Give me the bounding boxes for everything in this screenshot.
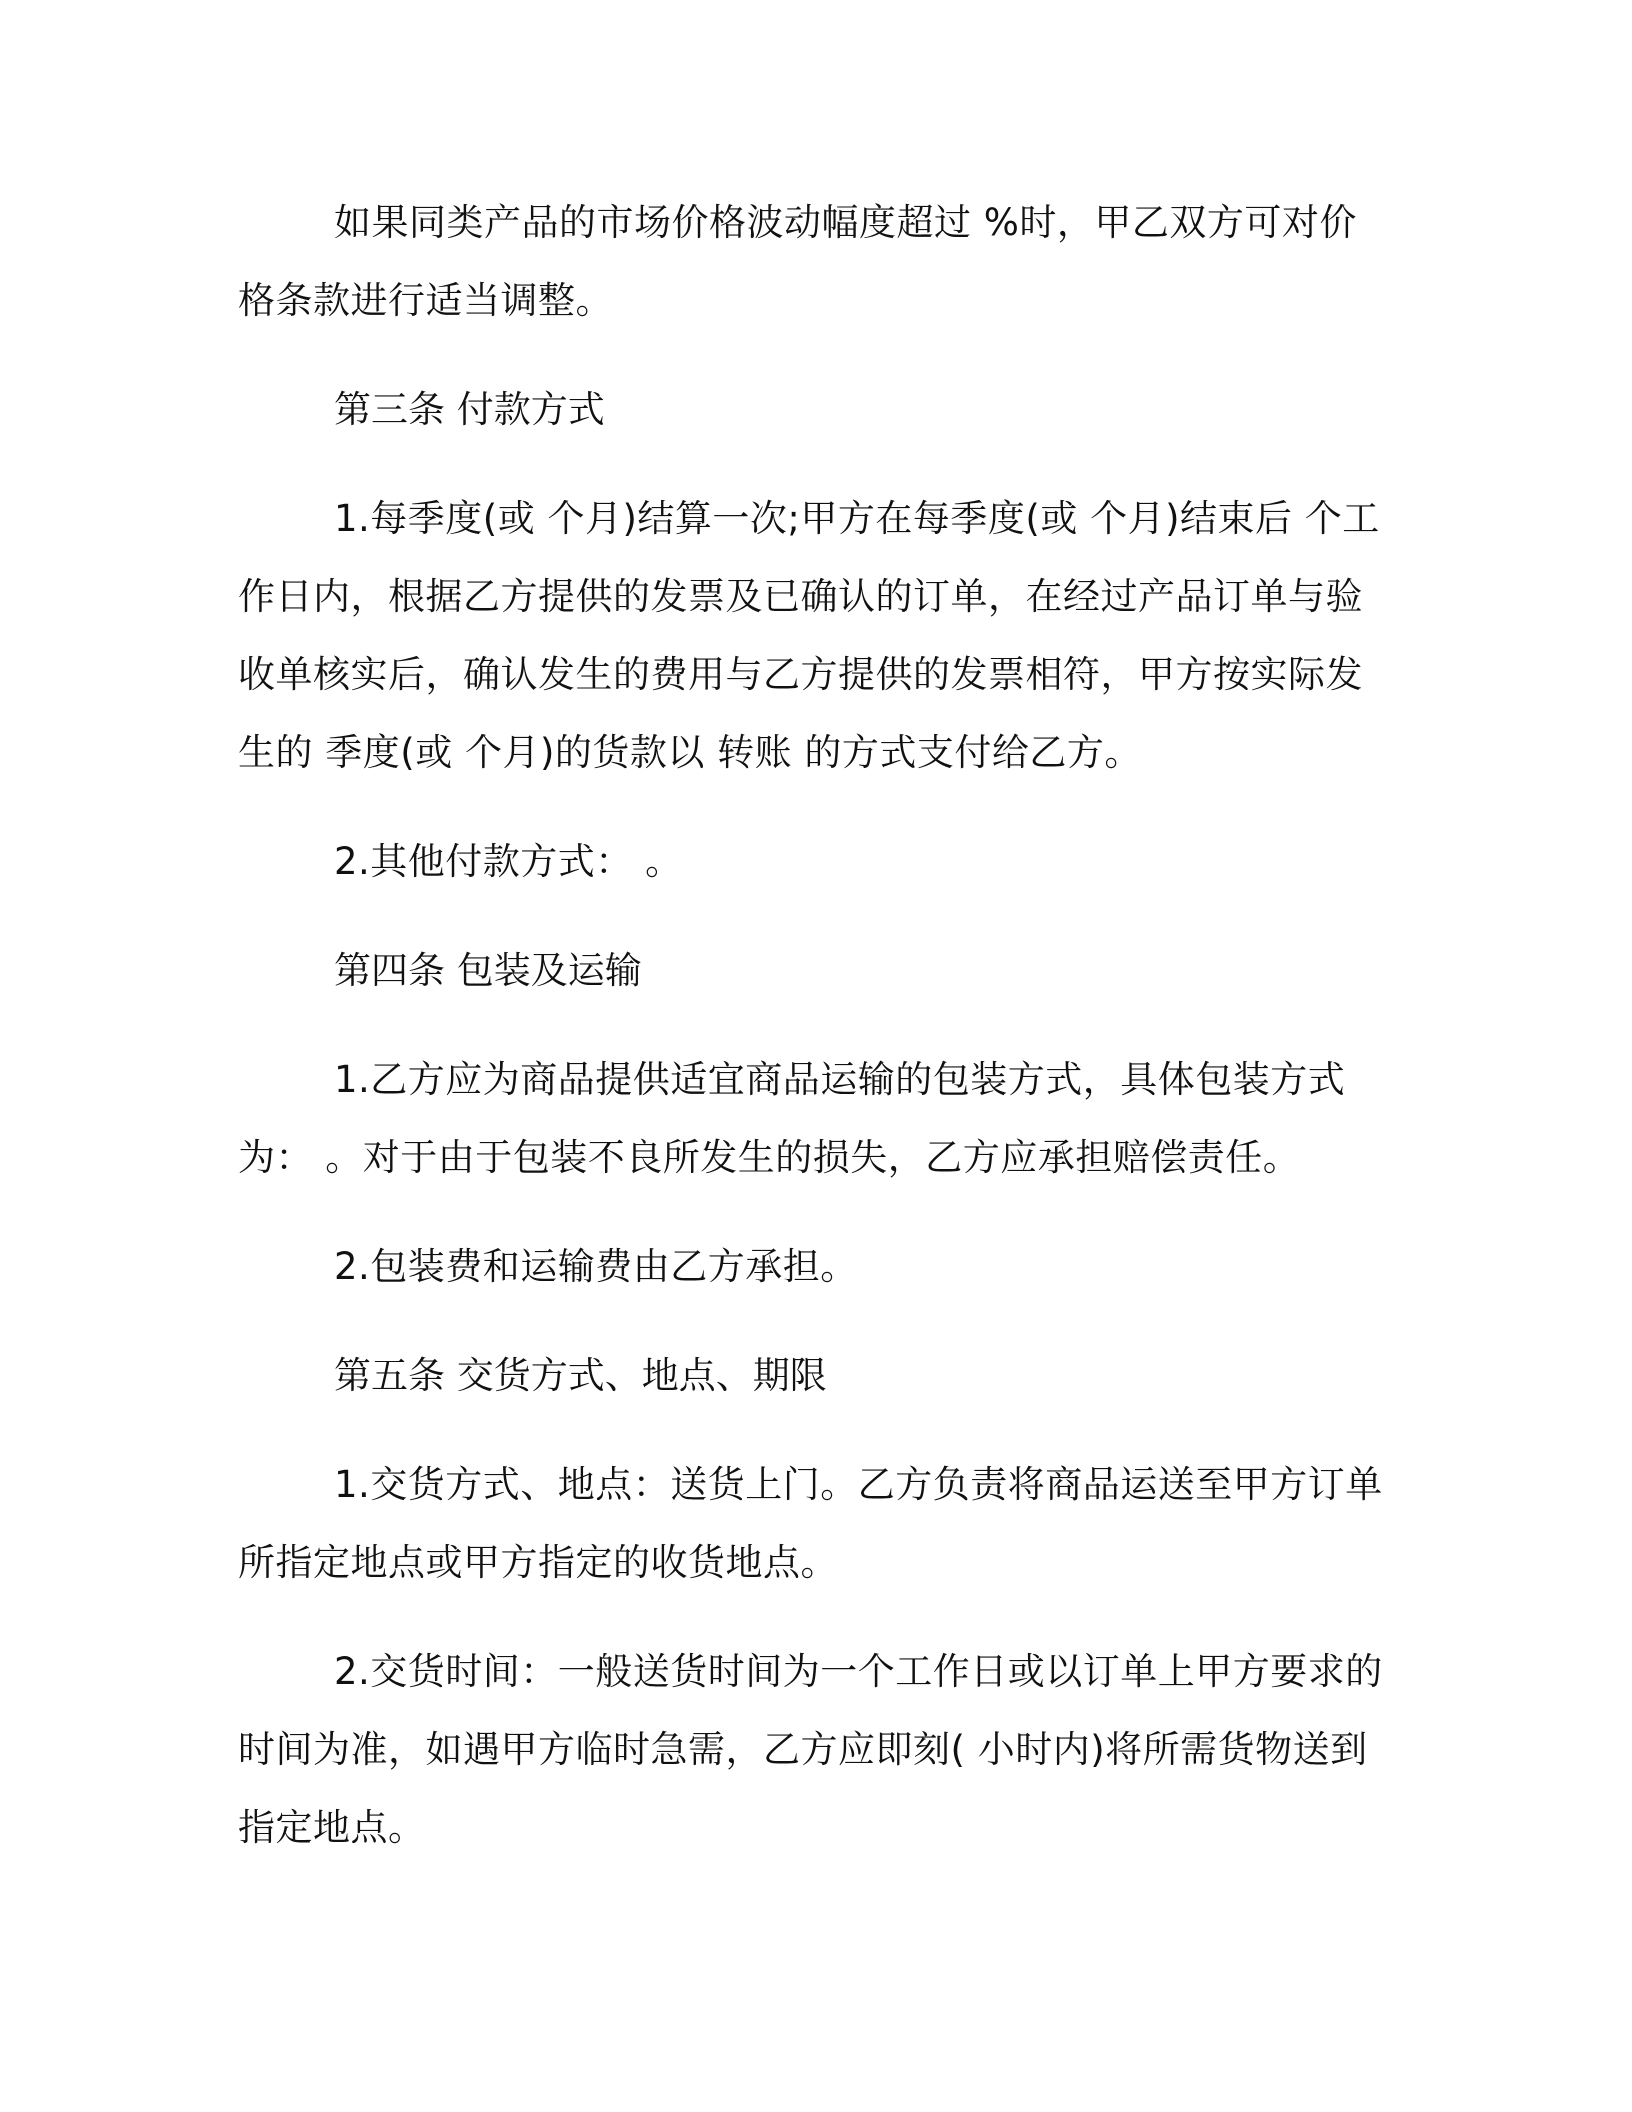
article-5-heading: 第五条 交货方式、地点、期限	[334, 1354, 827, 1397]
packaging-clause-1: 1.乙方应为商品提供适宜商品运输的包装方式，具体包装方式为： 。对于由于包装不良所发生的损失，乙方应承担赔偿责任。	[238, 1058, 1346, 1179]
packaging-clause-2: 2.包装费和运输费由乙方承担。	[334, 1245, 858, 1288]
price-adjustment-paragraph: 如果同类产品的市场价格波动幅度超过 %时，甲乙双方可对价格条款进行适当调整。	[238, 201, 1357, 322]
delivery-clause-2: 2.交货时间：一般送货时间为一个工作日或以订单上甲方要求的时间为准，如遇甲方临时急需，乙方应即刻( 小时内)将所需货物送到指定地点。	[238, 1650, 1383, 1849]
payment-clause-1: 1.每季度(或 个月)结算一次;甲方在每季度(或 个月)结束后 个工作日内，根据乙方提供的发票及已确认的订单，在经过产品订单与验收单核实后，确认发生的费用与乙方提供的发票相符，甲方按实际发生的 季度(或 个月)的货款以 转账 的方式支付给乙方。	[238, 497, 1380, 774]
article-3-heading: 第三条 付款方式	[334, 388, 605, 431]
delivery-clause-1: 1.交货方式、地点：送货上门。乙方负责将商品运送至甲方订单所指定地点或甲方指定的收货地点。	[238, 1463, 1383, 1584]
payment-clause-2: 2.其他付款方式： 。	[334, 840, 683, 883]
article-4-heading: 第四条 包装及运输	[334, 949, 642, 992]
document-body	[238, 184, 1388, 1867]
